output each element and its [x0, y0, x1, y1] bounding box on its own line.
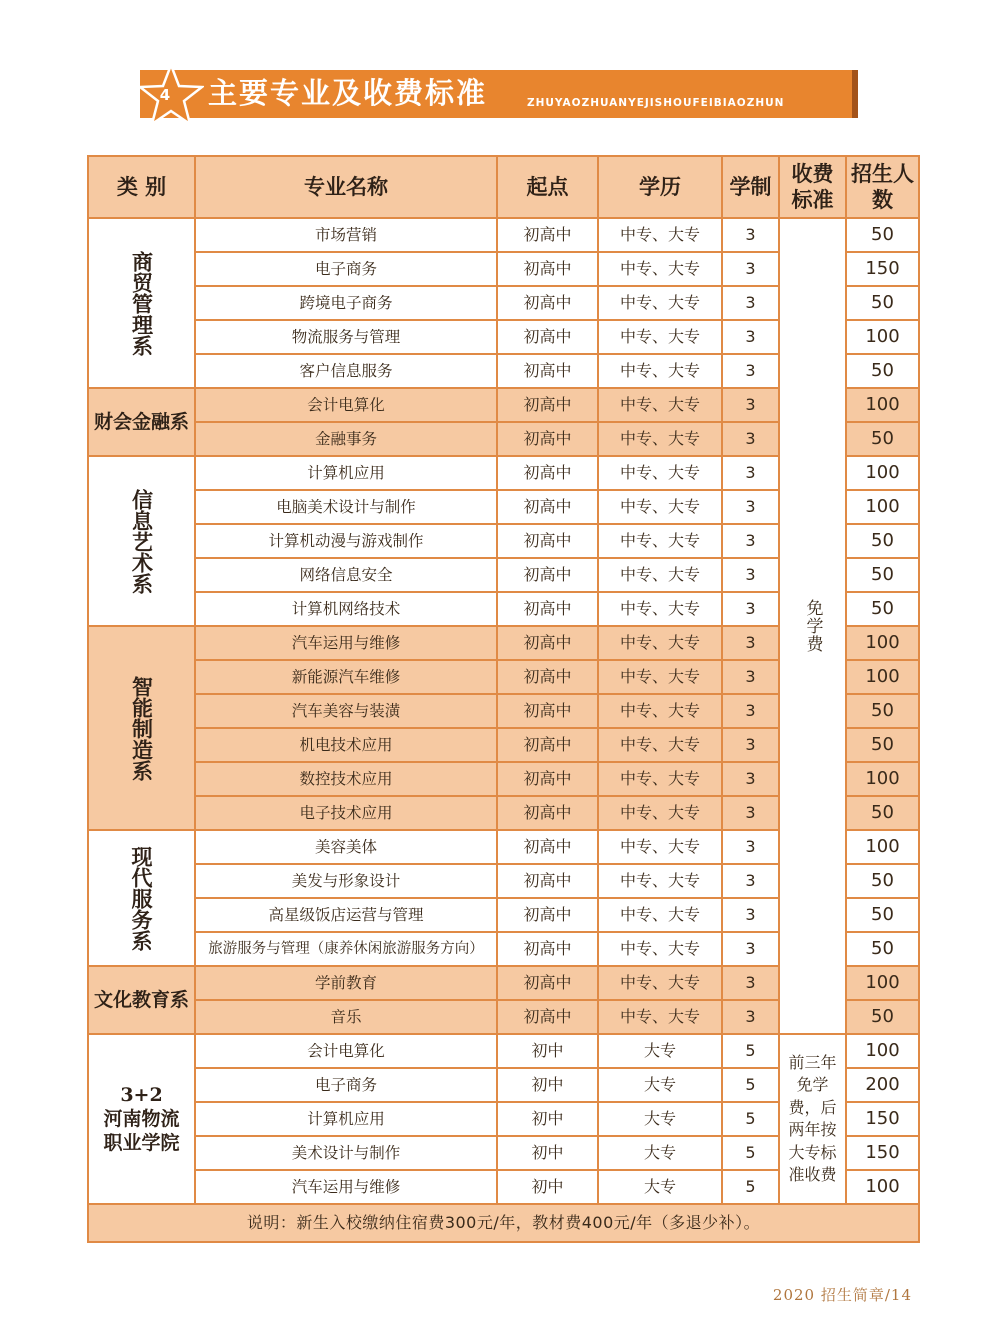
col-header-fee — [779, 156, 846, 218]
col-header-major: 专业名称 — [195, 156, 497, 218]
degree: 中专、大专 — [598, 694, 722, 728]
enroll-count: 50 — [846, 558, 919, 592]
degree: 中专、大专 — [598, 286, 722, 320]
enroll-count: 150 — [846, 1136, 919, 1170]
start-level: 初高中 — [497, 490, 598, 524]
major-name: 计算机应用 — [195, 456, 497, 490]
major-name: 汽车运用与维修 — [195, 1170, 497, 1204]
major-name: 高星级饭店运营与管理 — [195, 898, 497, 932]
start-level: 初高中 — [497, 932, 598, 966]
banner-edge — [852, 70, 858, 118]
degree: 中专、大专 — [598, 524, 722, 558]
degree: 中专、大专 — [598, 388, 722, 422]
years: 5 — [722, 1136, 779, 1170]
start-level: 初高中 — [497, 388, 598, 422]
years: 3 — [722, 626, 779, 660]
years: 3 — [722, 490, 779, 524]
degree: 中专、大专 — [598, 218, 722, 252]
degree: 中专、大专 — [598, 932, 722, 966]
years: 3 — [722, 524, 779, 558]
start-level: 初中 — [497, 1136, 598, 1170]
years: 3 — [722, 388, 779, 422]
degree: 中专、大专 — [598, 456, 722, 490]
note-row — [88, 1204, 919, 1242]
table-row — [88, 218, 919, 252]
major-name: 客户信息服务 — [195, 354, 497, 388]
enroll-count: 100 — [846, 388, 919, 422]
col-header-start: 起点 — [497, 156, 598, 218]
years: 3 — [722, 354, 779, 388]
category-3plus2-line1: 3+2 — [120, 1084, 163, 1106]
enroll-count: 50 — [846, 1000, 919, 1034]
major-name: 网络信息安全 — [195, 558, 497, 592]
table-row — [88, 1034, 919, 1068]
col-header-category: 类 别 — [88, 156, 195, 218]
enroll-count: 100 — [846, 320, 919, 354]
degree: 中专、大专 — [598, 422, 722, 456]
degree: 中专、大专 — [598, 354, 722, 388]
years: 3 — [722, 558, 779, 592]
years: 3 — [722, 864, 779, 898]
enroll-count: 50 — [846, 694, 919, 728]
enroll-count: 100 — [846, 966, 919, 1000]
major-name: 旅游服务与管理（康养休闲旅游服务方向） — [195, 932, 497, 966]
degree: 中专、大专 — [598, 898, 722, 932]
major-name: 计算机应用 — [195, 1102, 497, 1136]
years: 5 — [722, 1034, 779, 1068]
degree: 大专 — [598, 1170, 722, 1204]
start-level: 初高中 — [497, 966, 598, 1000]
start-level: 初高中 — [497, 524, 598, 558]
enroll-count: 200 — [846, 1068, 919, 1102]
col-header-count-text: 招生人数 — [851, 161, 914, 212]
years: 3 — [722, 286, 779, 320]
degree: 中专、大专 — [598, 490, 722, 524]
start-level: 初高中 — [497, 456, 598, 490]
major-name: 电子技术应用 — [195, 796, 497, 830]
major-name: 电脑美术设计与制作 — [195, 490, 497, 524]
major-name: 跨境电子商务 — [195, 286, 497, 320]
start-level: 初高中 — [497, 252, 598, 286]
enroll-count: 50 — [846, 286, 919, 320]
enroll-count: 50 — [846, 592, 919, 626]
start-level: 初高中 — [497, 422, 598, 456]
start-level: 初中 — [497, 1068, 598, 1102]
start-level: 初高中 — [497, 762, 598, 796]
major-name: 计算机动漫与游戏制作 — [195, 524, 497, 558]
start-level: 初高中 — [497, 728, 598, 762]
degree: 中专、大专 — [598, 796, 722, 830]
major-name: 机电技术应用 — [195, 728, 497, 762]
enroll-count: 100 — [846, 490, 919, 524]
years: 3 — [722, 966, 779, 1000]
years: 3 — [722, 796, 779, 830]
enroll-count: 100 — [846, 456, 919, 490]
page-footer: 2020 招生简章/14 — [772, 1286, 912, 1304]
major-name: 美容美体 — [195, 830, 497, 864]
enroll-count: 150 — [846, 252, 919, 286]
category-business: 商贸管理系 — [88, 218, 195, 388]
degree: 中专、大专 — [598, 864, 722, 898]
enroll-count: 50 — [846, 422, 919, 456]
years: 3 — [722, 830, 779, 864]
years: 3 — [722, 592, 779, 626]
start-level: 初高中 — [497, 898, 598, 932]
category-modern-service: 现代服务系 — [88, 830, 195, 966]
start-level: 初中 — [497, 1102, 598, 1136]
years: 3 — [722, 320, 779, 354]
category-3plus2 — [88, 1034, 195, 1204]
major-name: 新能源汽车维修 — [195, 660, 497, 694]
start-level: 初高中 — [497, 1000, 598, 1034]
start-level: 初高中 — [497, 864, 598, 898]
years: 3 — [722, 1000, 779, 1034]
start-level: 初中 — [497, 1170, 598, 1204]
degree: 大专 — [598, 1102, 722, 1136]
enroll-count: 50 — [846, 932, 919, 966]
enroll-count: 100 — [846, 830, 919, 864]
degree: 大专 — [598, 1136, 722, 1170]
category-3plus2-line3: 职业学院 — [103, 1132, 180, 1154]
fee-free-cell: 免学费 — [779, 218, 846, 1034]
page-subtitle: ZHUYAOZHUANYEJISHOUFEIBIAOZHUN — [527, 97, 785, 109]
years: 5 — [722, 1170, 779, 1204]
enroll-count: 50 — [846, 796, 919, 830]
col-header-years: 学制 — [722, 156, 779, 218]
degree: 中专、大专 — [598, 660, 722, 694]
fee-note: 说明：新生入校缴纳住宿费300元/年，教材费400元/年（多退少补）。 — [88, 1204, 919, 1242]
category-smart-mfg: 智能制造系 — [88, 626, 195, 830]
years: 3 — [722, 252, 779, 286]
start-level: 初高中 — [497, 558, 598, 592]
degree: 中专、大专 — [598, 1000, 722, 1034]
degree: 大专 — [598, 1034, 722, 1068]
enroll-count: 100 — [846, 660, 919, 694]
years: 3 — [722, 898, 779, 932]
enroll-count: 100 — [846, 762, 919, 796]
years: 3 — [722, 694, 779, 728]
years: 3 — [722, 932, 779, 966]
start-level: 初高中 — [497, 694, 598, 728]
enroll-count: 100 — [846, 626, 919, 660]
major-name: 汽车美容与装潢 — [195, 694, 497, 728]
years: 3 — [722, 422, 779, 456]
start-level: 初高中 — [497, 354, 598, 388]
years: 3 — [722, 728, 779, 762]
start-level: 初高中 — [497, 796, 598, 830]
major-name: 美发与形象设计 — [195, 864, 497, 898]
years: 3 — [722, 456, 779, 490]
enroll-count: 100 — [846, 1170, 919, 1204]
degree: 中专、大专 — [598, 252, 722, 286]
start-level: 初高中 — [497, 592, 598, 626]
col-header-fee-text: 收费标准 — [791, 161, 834, 212]
years: 3 — [722, 660, 779, 694]
major-name: 学前教育 — [195, 966, 497, 1000]
degree: 中专、大专 — [598, 762, 722, 796]
major-name: 电子商务 — [195, 252, 497, 286]
major-name: 市场营销 — [195, 218, 497, 252]
start-level: 初中 — [497, 1034, 598, 1068]
major-name: 物流服务与管理 — [195, 320, 497, 354]
major-name: 数控技术应用 — [195, 762, 497, 796]
start-level: 初高中 — [497, 830, 598, 864]
enroll-count: 150 — [846, 1102, 919, 1136]
start-level: 初高中 — [497, 286, 598, 320]
degree: 中专、大专 — [598, 592, 722, 626]
degree: 中专、大专 — [598, 558, 722, 592]
category-info-art: 信息艺术系 — [88, 456, 195, 626]
degree: 中专、大专 — [598, 830, 722, 864]
major-name: 金融事务 — [195, 422, 497, 456]
page-title: 主要专业及收费标准 — [208, 76, 488, 110]
enroll-count: 50 — [846, 728, 919, 762]
years: 3 — [722, 762, 779, 796]
start-level: 初高中 — [497, 218, 598, 252]
years: 5 — [722, 1068, 779, 1102]
category-3plus2-line2: 河南物流 — [103, 1108, 180, 1130]
majors-fee-table — [87, 155, 920, 1243]
table-header-row — [88, 156, 919, 218]
start-level: 初高中 — [497, 626, 598, 660]
degree: 中专、大专 — [598, 728, 722, 762]
start-level: 初高中 — [497, 320, 598, 354]
start-level: 初高中 — [497, 660, 598, 694]
degree: 中专、大专 — [598, 966, 722, 1000]
major-name: 音乐 — [195, 1000, 497, 1034]
enroll-count: 50 — [846, 898, 919, 932]
category-finance: 财会金融系 — [88, 388, 195, 456]
major-name: 美术设计与制作 — [195, 1136, 497, 1170]
enroll-count: 50 — [846, 218, 919, 252]
enroll-count: 50 — [846, 864, 919, 898]
years: 3 — [722, 218, 779, 252]
section-number: 4 — [159, 86, 171, 104]
years: 5 — [722, 1102, 779, 1136]
enroll-count: 100 — [846, 1034, 919, 1068]
degree: 中专、大专 — [598, 626, 722, 660]
degree: 中专、大专 — [598, 320, 722, 354]
col-header-count — [846, 156, 919, 218]
major-name: 会计电算化 — [195, 388, 497, 422]
major-name: 计算机网络技术 — [195, 592, 497, 626]
col-header-degree: 学历 — [598, 156, 722, 218]
major-name: 会计电算化 — [195, 1034, 497, 1068]
category-culture-edu: 文化教育系 — [88, 966, 195, 1034]
degree: 大专 — [598, 1068, 722, 1102]
major-name: 汽车运用与维修 — [195, 626, 497, 660]
enroll-count: 50 — [846, 354, 919, 388]
major-name: 电子商务 — [195, 1068, 497, 1102]
fee-3plus2-cell: 前三年免学费，后两年按大专标准收费 — [779, 1034, 846, 1204]
enroll-count: 50 — [846, 524, 919, 558]
